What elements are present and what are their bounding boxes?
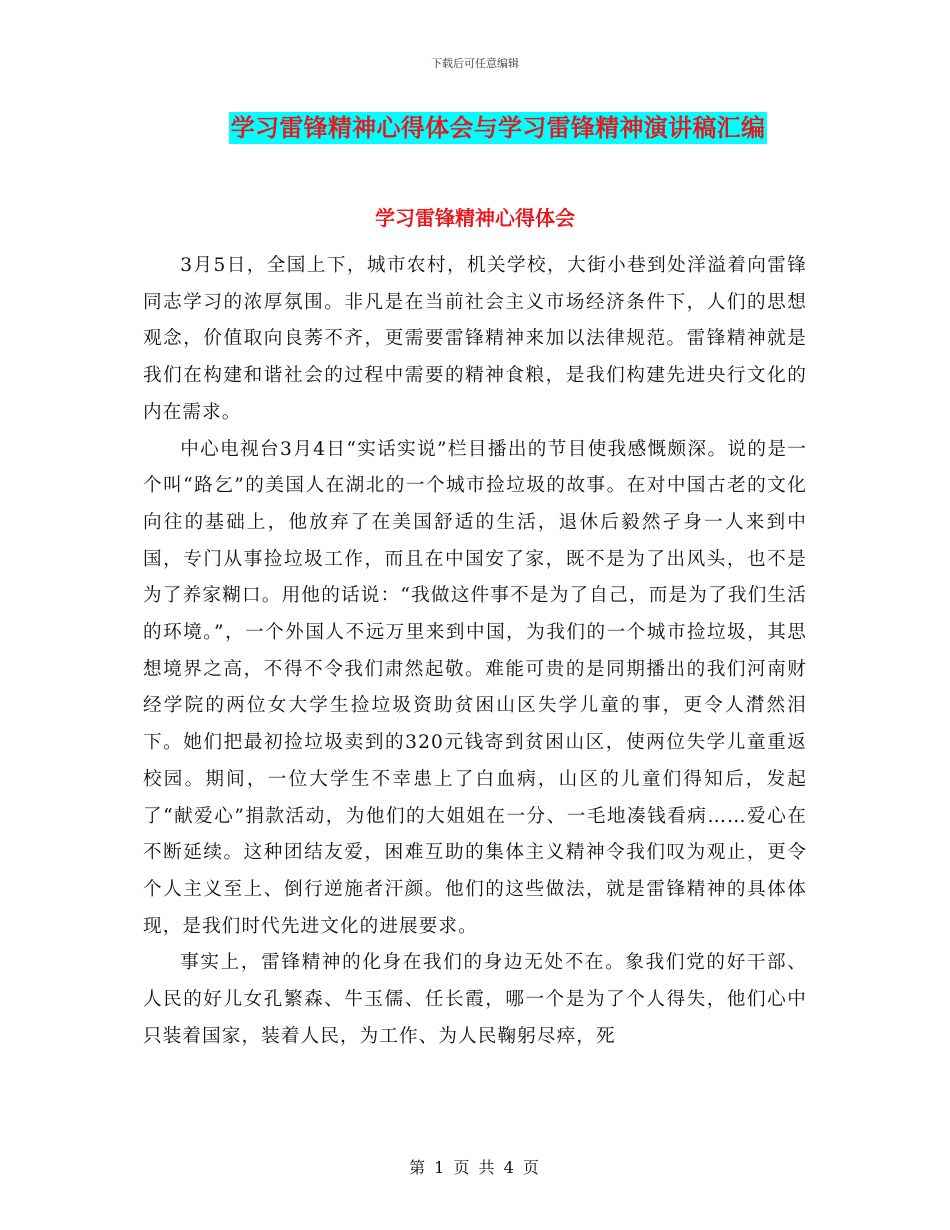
- body-paragraph-3: 事实上，雷锋精神的化身在我们的身边无处不在。象我们党的好干部、人民的好儿女孔繁森、牛玉儒、任长霞，哪一个是为了个人得失，他们心中只装着国家，装着人民，为工作、为人民鞠躬尽瘁，死: [143, 952, 807, 1047]
- page-number-footer: 第 1 页 共 4 页: [409, 1158, 541, 1177]
- header-note: 下载后可任意编辑: [431, 57, 519, 70]
- document-body: [143, 248, 807, 1055]
- main-title-container: [0, 112, 950, 144]
- body-paragraph-1: 3月5日，全国上下，城市农村，机关学校，大街小巷到处洋溢着向雷锋同志学习的浓厚氛围。非凡是在当前社会主义市场经济条件下，人们的思想观念，价值取向良莠不齐，更需要雷锋精神来加以法律规范。雷锋精神就是我们在构建和谐社会的过程中需要的精神食粮，是我们构建先进央行文化的内在需求。: [143, 255, 807, 423]
- section-title: 学习雷锋精神心得体会: [375, 206, 575, 230]
- body-paragraph-2: 中心电视台3月4日“实话实说”栏目播出的节目使我感慨颇深。说的是一个叫“路乞”的美国人在湖北的一个城市捡垃圾的故事。在对中国古老的文化向往的基础上，他放弃了在美国舒适的生活，退休后毅然孑身一人来到中国，专门从事捡垃圾工作，而且在中国安了家，既不是为了出风头，也不是为了养家糊口。用他的话说：“我做这件事不是为了自己，而是为了我们生活的环境。”，一个外国人不远万里来到中国，为我们的一个城市捡垃圾，其思想境界之高，不得不令我们肃然起敬。难能可贵的是同期播出的我们河南财经学院的两位女大学生捡垃圾资助贫困山区失学儿童的事，更令人潸然泪下。她们把最初捡垃圾卖到的320元钱寄到贫困山区，使两位失学儿童重返校园。期间，一位大学生不幸患上了白血病，山区的儿童们得知后，发起了“献爱心”捐款活动，为他们的大姐姐在一分、一毛地凑钱看病……爱心在不断延续。这种团结友爱，困难互助的集体主义精神令我们叹为观止，更令个人主义至上、倒行逆施者汗颜。他们的这些做法，就是雷锋精神的具体体现，是我们时代先进文化的进展要求。: [143, 438, 807, 937]
- document-main-title: 学习雷锋精神心得体会与学习雷锋精神演讲稿汇编: [230, 114, 766, 142]
